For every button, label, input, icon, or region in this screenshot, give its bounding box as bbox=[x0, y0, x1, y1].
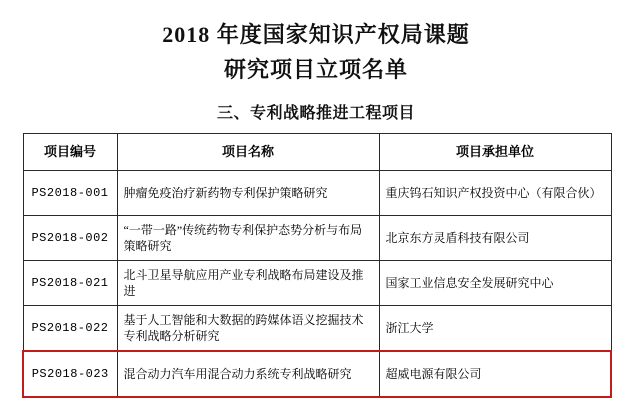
column-header-name: 项目名称 bbox=[117, 134, 379, 171]
cell-project-unit: 北京东方灵盾科技有限公司 bbox=[379, 216, 611, 261]
cell-project-code: PS2018-001 bbox=[23, 171, 117, 216]
page-title bbox=[22, 18, 610, 86]
table-row bbox=[23, 216, 611, 261]
project-listing-table bbox=[22, 133, 612, 398]
cell-project-unit: 超威电源有限公司 bbox=[379, 351, 611, 397]
table-row bbox=[23, 171, 611, 216]
table-row bbox=[23, 306, 611, 352]
cell-project-name: 北斗卫星导航应用产业专利战略布局建设及推进 bbox=[117, 261, 379, 306]
cell-project-name: 基于人工智能和大数据的跨媒体语义挖掘技术专利战略分析研究 bbox=[117, 306, 379, 352]
table-body bbox=[23, 171, 611, 398]
column-header-code: 项目编号 bbox=[23, 134, 117, 171]
cell-project-unit: 国家工业信息安全发展研究中心 bbox=[379, 261, 611, 306]
section-heading: 三、专利战略推进工程项目 bbox=[216, 105, 415, 122]
cell-project-code: PS2018-022 bbox=[23, 306, 117, 352]
cell-project-code: PS2018-023 bbox=[23, 351, 117, 397]
page-title-line-1: 2018 年度国家知识产权局课题 bbox=[162, 22, 470, 47]
table-header bbox=[23, 134, 611, 171]
page-title-line-2: 研究项目立项名单 bbox=[223, 57, 408, 82]
table-row-highlighted bbox=[23, 351, 611, 397]
cell-project-code: PS2018-002 bbox=[23, 216, 117, 261]
cell-project-name: 混合动力汽车用混合动力系统专利战略研究 bbox=[117, 351, 379, 397]
table-row bbox=[23, 261, 611, 306]
cell-project-unit: 重庆钨石知识产权投资中心（有限合伙） bbox=[379, 171, 611, 216]
cell-project-name: “一带一路”传统药物专利保护态势分析与布局策略研究 bbox=[117, 216, 379, 261]
column-header-unit: 项目承担单位 bbox=[379, 134, 611, 171]
table-header-row bbox=[23, 134, 611, 171]
cell-project-name: 肿瘤免疫治疗新药物专利保护策略研究 bbox=[117, 171, 379, 216]
cell-project-unit: 浙江大学 bbox=[379, 306, 611, 352]
cell-project-code: PS2018-021 bbox=[23, 261, 117, 306]
